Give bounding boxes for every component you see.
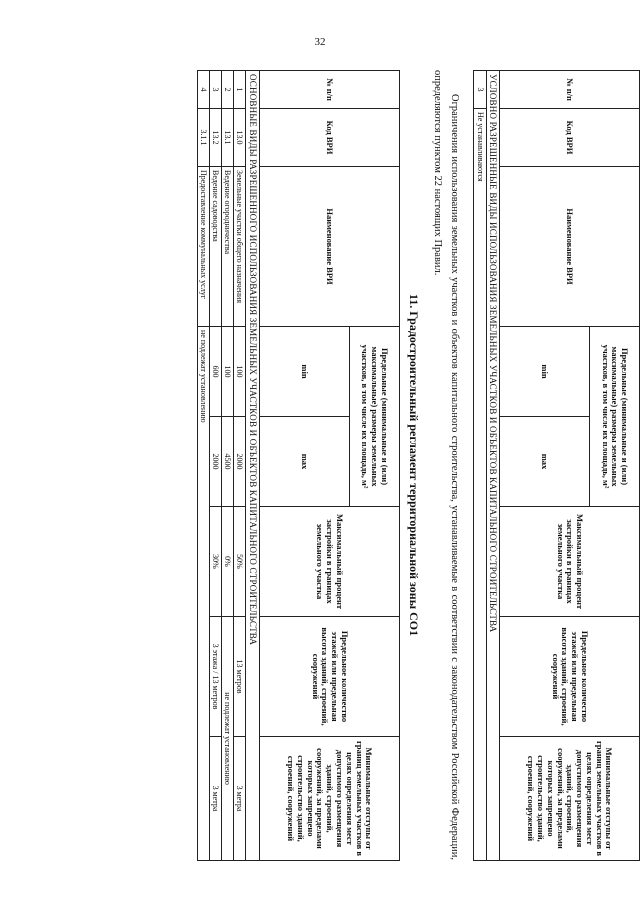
table-row	[209, 71, 221, 861]
row-max: 4500	[222, 417, 234, 507]
row-setback: 3 метра	[234, 737, 246, 861]
table-row	[234, 71, 246, 861]
rotated-content	[40, 70, 640, 860]
section-title: УСЛОВНО РАЗРЕШЕННЫЕ ВИДЫ ИСПОЛЬЗОВАНИЯ ЗЕМЕЛЬНЫХ УЧАСТКОВ И ОБЪЕКТОВ КАПИТАЛЬНОГО СТРОИТЕЛЬСТВА	[486, 71, 499, 861]
row-code: 13.2	[209, 109, 221, 167]
header-code: Код ВРИ	[259, 109, 399, 167]
row-num: 3	[209, 71, 221, 109]
row-min: 100	[234, 327, 246, 417]
row-name: Ведение садоводства	[209, 167, 221, 327]
header-name: Наименование ВРИ	[500, 167, 640, 327]
table-main-uses	[197, 70, 400, 861]
row-code: 3.1.1	[197, 109, 209, 167]
row-text: Не устанавливаются	[474, 109, 486, 861]
row-num: 4	[197, 71, 209, 109]
header-code: Код ВРИ	[500, 109, 640, 167]
header-min: min	[500, 327, 590, 417]
header-max: max	[259, 417, 349, 507]
page-number: 32	[314, 36, 326, 48]
header-setbacks: Минимальные отступы от границ земельных участков в целях определения мест допустимого размещения зданий, строений, сооружений, за пределами которых запрещено строительство зданий, строений, сооружений	[259, 737, 399, 861]
row-code: 13.0	[234, 109, 246, 167]
table-row	[197, 71, 209, 861]
row-percent: 50%	[234, 507, 246, 617]
header-num: № п/п	[500, 71, 640, 109]
header-size-group: Предельные (минимальные и (или) максимальные) размеры земельных участков, в том числе их площадь, м²	[590, 327, 640, 507]
header-floors: Предельное количество этажей или предельная высота зданий, строений, сооружений	[500, 617, 640, 737]
row-code: 13.1	[222, 109, 234, 167]
table-conditional-uses	[473, 70, 640, 861]
row-percent: 0%	[222, 507, 234, 617]
header-min: min	[259, 327, 349, 417]
row-setback: 3 метра	[209, 737, 221, 861]
header-percent: Максимальный процент застройки в границах земельного участка	[500, 507, 640, 617]
row-min: 600	[209, 327, 221, 417]
header-num: № п/п	[259, 71, 399, 109]
row-num: 1	[234, 71, 246, 109]
header-setbacks: Минимальные отступы от границ земельных участков в целях определения мест допустимого размещения зданий, строений, сооружений, за пределами которых запрещено строительство зданий, строений, сооружений	[500, 737, 640, 861]
table-row	[222, 71, 234, 861]
row-max: 2000	[209, 417, 221, 507]
row-name: Ведение огородничества	[222, 167, 234, 327]
section-heading: 11. Градостроительный регламент территориальной зоны СО1	[406, 293, 421, 637]
row-max: 2000	[234, 417, 246, 507]
header-name: Наименование ВРИ	[259, 167, 399, 327]
row-name: Земельные участки общего назначения	[234, 167, 246, 327]
header-percent: Максимальный процент застройки в границах земельного участка	[259, 507, 399, 617]
row-num: 3	[474, 71, 486, 109]
restrictions-paragraph: Ограничения использования земельных участков и объектов капитального строительства, устанавливаемые в соответствии с законодательством Российской Федерации, определяются пунктом 22 настоящих Правил.	[432, 70, 461, 860]
row-percent: 30%	[209, 507, 221, 617]
row-merged: не подлежат установлению	[197, 327, 209, 861]
row-name: Предоставление коммунальных услуг	[197, 167, 209, 327]
row-num: 2	[222, 71, 234, 109]
section-title: ОСНОВНЫЕ ВИДЫ РАЗРЕШЕННОГО ИСПОЛЬЗОВАНИЯ ЗЕМЕЛЬНЫХ УЧАСТКОВ И ОБЪЕКТОВ КАПИТАЛЬНОГО СТРОИТЕЛЬСТВА	[246, 71, 259, 861]
header-max: max	[500, 417, 590, 507]
row-min: 100	[222, 327, 234, 417]
header-size-group: Предельные (минимальные и (или) максимальные) размеры земельных участков, в том числе их площадь, м²	[349, 327, 399, 507]
row-floors: 3 этажа / 13 метров	[209, 617, 221, 737]
header-floors: Предельное количество этажей или предельная высота зданий, строений, сооружений	[259, 617, 399, 737]
row-floors: 13 метров	[234, 617, 246, 737]
row-merged: не подлежат установлению	[222, 617, 234, 861]
